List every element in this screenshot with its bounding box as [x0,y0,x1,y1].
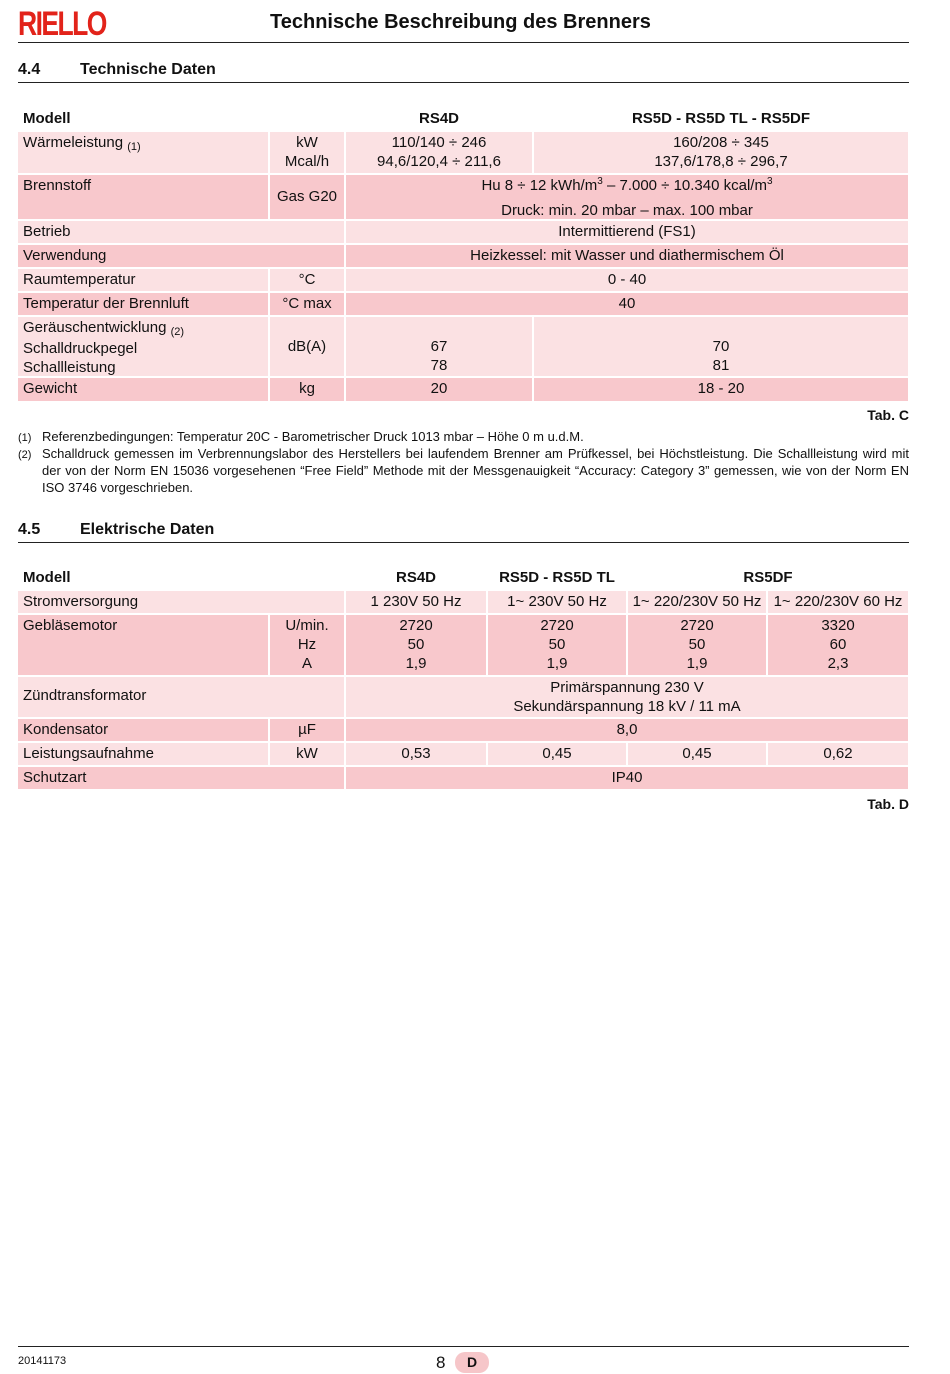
row-label-brennluft: Temperatur der Brennluft [18,293,268,315]
value-strom-rs4d: 1 230V 50 Hz [346,591,486,613]
value-zuendtransformator: Primärspannung 230 V Sekundärspannung 18 kV / 11 mA [346,677,908,717]
value-rs5d-geraeusch: 70 81 [534,317,908,376]
document-title: Technische Beschreibung des Brenners [270,11,651,33]
value-schutzart: IP40 [346,767,908,789]
unit-kg: kg [270,378,344,401]
value-rs5d-waerme: 160/208 ÷ 345 137,6/178,8 ÷ 296,7 [534,132,908,173]
value-rs4d-gewicht: 20 [346,378,532,401]
section-title: Technische Daten [80,61,216,78]
row-label-betrieb: Betrieb [18,221,344,243]
table-header-rs4d: RS4D [418,110,459,127]
heizwert-line: Hu 8 ÷ 12 kWh/$m^3 - 7.000 \div 10.340$ kcal/$m^3$ [481,176,773,194]
section-heading-elektrische-daten [18,521,909,543]
footnote-ref: (2) [170,326,185,338]
row-label-brennstoff: Brennstoff [18,175,268,219]
value-geblaese-col4: 3320 60 2,3 [768,615,908,675]
row-label-leistungsaufnahme: Leistungsaufnahme [18,743,268,765]
row-label-gewicht: Gewicht [18,378,268,401]
row-label-kondensator: Kondensator [18,719,268,741]
row-label-verwendung: Verwendung [18,245,344,267]
value-geblaese-col2: 2720 50 1,9 [488,615,626,675]
row-label-waermeleistung: Wärmeleistung $_{(1)}$ [18,132,268,173]
table-header-modell: Modell [23,569,71,586]
row-label-geraeusch: Geräuschentwicklung $_{(2)}$ Schalldruckpegel Schallleistung [18,317,268,376]
table-reference-c: Tab. C [867,407,909,423]
value-geblaese-col1: 2720 50 1,9 [346,615,486,675]
row-label-schutzart: Schutzart [18,767,344,789]
unit-microfarad: µF [270,719,344,741]
row-label-geblaesemotor: Gebläsemotor [18,615,268,675]
value-rs4d-waerme: 110/140 ÷ 246 94,6/120,4 ÷ 211,6 [346,132,532,173]
table-header-rs5d: RS5D - RS5D TL - RS5DF [631,110,811,127]
unit-gas-g20: Gas G20 [270,175,344,219]
value-rs5d-gewicht: 18 - 20 [534,378,908,401]
row-label-stromversorgung: Stromversorgung [18,591,344,613]
unit-celsius: °C [270,269,344,291]
value-raumtemperatur: 0 - 40 [346,269,908,291]
value-brennluft: 40 [346,293,908,315]
unit-dba: dB(A) [270,317,344,376]
language-badge: D [455,1352,489,1373]
value-strom-rs5df-60: 1~ 220/230V 60 Hz [768,591,908,613]
value-leistung-col4: 0,62 [768,743,908,765]
document-number: 20141173 [18,1355,67,1367]
value-betrieb: Intermittierend (FS1) [346,221,908,243]
table-header-rs5df: RS5DF [743,569,793,586]
page-header [18,6,909,43]
section-heading-technische-daten [18,61,909,83]
units-geblaese: U/min. Hz A [270,615,344,675]
unit-celsius-max: °C max [270,293,344,315]
druck-line: Druck: min. 20 mbar – max. 100 mbar [501,202,753,219]
footnote-ref: (1) [127,141,141,153]
page-number: 8 [436,1353,446,1372]
unit-kw-mcal: kW Mcal/h [270,132,344,173]
value-brennstoff [346,175,908,219]
table-header-modell: Modell [23,110,71,127]
section-number: 4.4 [18,61,41,78]
footnote-1: (1) Referenzbedingungen: Temperatur 20C - Barometrischer Druck 1013 mbar – Höhe 0 m u.d.M. [18,429,584,444]
value-kondensator: 8,0 [346,719,908,741]
value-strom-rs5df-50: 1~ 220/230V 50 Hz [628,591,766,613]
page-footer [18,1346,909,1374]
riello-logo: RIELLO [18,5,106,43]
value-leistung-col2: 0,45 [488,743,626,765]
value-verwendung: Heizkessel: mit Wasser und diathermischem Öl [346,245,908,267]
value-leistung-col3: 0,45 [628,743,766,765]
unit-kw: kW [270,743,344,765]
value-strom-rs5d: 1~ 230V 50 Hz [488,591,626,613]
section-title: Elektrische Daten [80,521,215,538]
row-label-raumtemperatur: Raumtemperatur [18,269,268,291]
table-header-rs5d: RS5D - RS5D TL [499,569,615,586]
table-reference-d: Tab. D [867,796,909,812]
value-rs4d-geraeusch: 67 78 [346,317,532,376]
value-leistung-col1: 0,53 [346,743,486,765]
row-label-zuendtransformator: Zündtransformator [18,677,344,717]
section-number: 4.5 [18,521,41,538]
footnote-2: (2) Schalldruck gemessen im Verbrennungslabor des Herstellers bei laufendem Brenner am Prüfkessel, bei Höchstleistung. Die Schallleistung wird mit der von der Norm EN 15036 vorgesehenen “Free Field” Methode mit der Messgenauigkeit “Accuracy: Category 3” gemessen, wie von der Norm EN ISO 3746 vorgeschrieben. [18,446,909,495]
table-header-rs4d: RS4D [395,569,436,586]
value-geblaese-col3: 2720 50 1,9 [628,615,766,675]
